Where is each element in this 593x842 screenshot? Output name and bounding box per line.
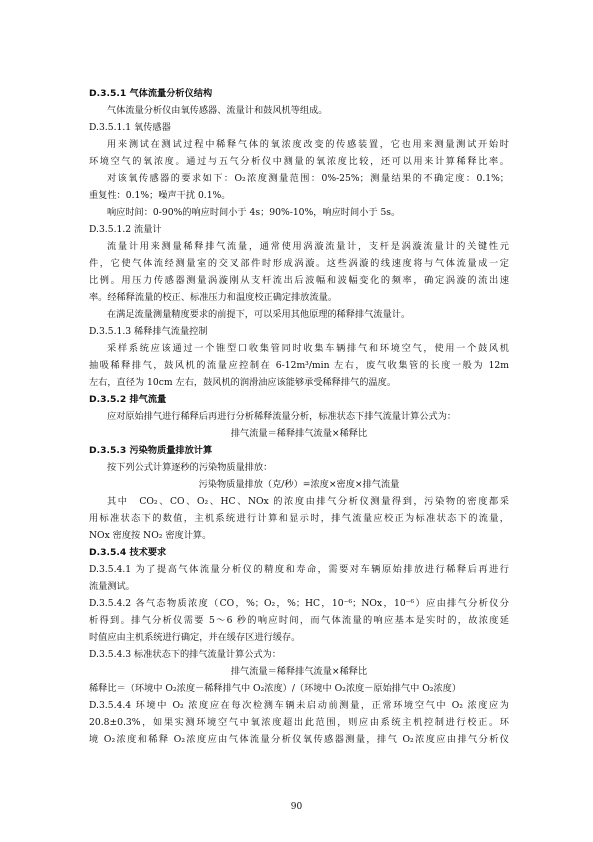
paragraph-line: D.3.5.4.3 标准状态下的排气流量计算公式为： (89, 649, 282, 660)
heading-d3-5-1-2: D.3.5.1.2 流量计 (89, 224, 162, 235)
paragraph-line: D.3.5.4.2 各气态物质浓度（CO，%；O₂，%；HC，10⁻⁶；NOx，10⁻⁶）应由排气分析仪分 (89, 598, 509, 609)
formula-exhaust-flow-std: 排气流量＝稀释排气流量×稀释比 (230, 666, 368, 677)
heading-d3-5-4: D.3.5.4 技术要求 (89, 547, 167, 558)
paragraph-line: 20.8±0.3%，如果实测环境空气中氧浓度超出此范围，则应由系统主机控制进行校正。环 (89, 717, 509, 728)
heading-d3-5-1-3: D.3.5.1.3 稀释排气流量控制 (89, 326, 208, 337)
paragraph-line: 左右，直径为 10cm 左右，鼓风机的润滑油应该能够承受稀释排气的温度。 (89, 377, 397, 388)
paragraph-line: 按下列公式计算逐秒的污染物质量排放： (107, 462, 273, 473)
paragraph-line: 用标准状态下的数值，主机系统进行计算和显示时，排气流量应校正为标准状态下的流量， (89, 513, 509, 524)
paragraph-line: 比例。用压力传感器测量涡漩刚从支杆流出后波幅和波幅变化的频率，确定涡漩的流出速 (89, 275, 509, 286)
paragraph-line: 用来测试在测试过程中稀释气体的氧浓度改变的传感装置，它也用来测量测试开始时 (107, 139, 509, 150)
paragraph-line: 抽吸稀释排气，鼓风机的流量应控制在 6-12m³/min 左右，废气收集管的长度一般为 12m (89, 360, 509, 371)
paragraph-line: 流量测试。 (89, 581, 135, 592)
paragraph-line: 在满足流量测量精度要求的前提下，可以采用其他原理的稀释排气流量计。 (107, 309, 411, 320)
paragraph-line: 境 O₂浓度和稀释 O₂浓度应由气体流量分析仪氧传感器测量，排气 O₂浓度应由排气分析仪 (89, 734, 509, 745)
paragraph-line: 应对原始排气进行稀释后再进行分析稀释流量分析，标准状态下排气流量计算公式为： (107, 411, 457, 422)
formula-exhaust-flow: 排气流量＝稀释排气流量×稀释比 (230, 428, 368, 439)
paragraph-line: 采样系统应该通过一个锥型口收集管同时收集车辆排气和环境空气，使用一个鼓风机 (107, 343, 509, 354)
paragraph-line: D.3.5.4.4 环境中 O₂ 浓度应在每次检测车辆未启动前测量，正常环境空气中 O₂ 浓度应为 (89, 700, 509, 711)
heading-d3-5-2: D.3.5.2 排气流量 (89, 394, 167, 405)
paragraph-line: 率。经稀释流量的校正、标准压力和温度校正确定排放流量。 (89, 292, 338, 303)
heading-d3-5-1-1: D.3.5.1.1 氧传感器 (89, 122, 171, 133)
paragraph-line: 析得到。排气分析仪需要 5～6 秒的响应时间，而气体流量的响应基本是实时的，故浓度延 (89, 615, 509, 626)
page-number: 90 (290, 802, 303, 812)
formula-dilution-ratio: 稀释比＝（环境中 O₂浓度－稀释排气中 O₂浓度）/（环境中 O₂浓度－原始排气中 O₂浓度） (89, 683, 462, 694)
paragraph-line: 流量计用来测量稀释排气流量，通常使用涡漩流量计，支杆是涡漩流量计的关键性元 (107, 241, 509, 252)
paragraph-line: 时值应由主机系统进行确定，并在缓存区进行缓存。 (89, 632, 301, 643)
paragraph-line: NOx 密度按 NO₂ 密度计算。 (89, 530, 212, 541)
paragraph-line: 件，它使气体流经测量室的交叉部件时形成涡漩。这些涡漩的线速度将与气体流量成一定 (89, 258, 509, 269)
heading-d3-5-1: D.3.5.1 气体流量分析仪结构 (89, 88, 213, 99)
paragraph-line: D.3.5.4.1 为了提高气体流量分析仪的精度和寿命，需要对车辆原始排放进行稀释后再进行 (89, 564, 509, 575)
paragraph-line: 其中 CO₂、CO、O₂、HC、NOx 的浓度由排气分析仪测量得到，污染物的密度都采 (107, 496, 509, 507)
formula-mass-emission: 污染物质量排放（克/秒）=浓度×密度×排气流量 (198, 479, 400, 490)
heading-d3-5-3: D.3.5.3 污染物质量排放计算 (89, 445, 213, 456)
paragraph-line: 重复性：0.1%；噪声干扰 0.1%。 (89, 190, 231, 201)
paragraph-line: 气体流量分析仪由氧传感器、流量计和鼓风机等组成。 (107, 105, 328, 116)
paragraph-line: 对该氧传感器的要求如下：O₂浓度测量范围：0%-25%；测量结果的不确定度：0.1%； (107, 173, 509, 184)
paragraph-line: 响应时间：0-90%的响应时间小于 4s；90%-10%，响应时间小于 5s。 (107, 207, 401, 218)
paragraph-line: 环境空气的氧浓度。通过与五气分析仪中测量的氧浓度比较，还可以用来计算稀释比率。 (89, 156, 509, 167)
